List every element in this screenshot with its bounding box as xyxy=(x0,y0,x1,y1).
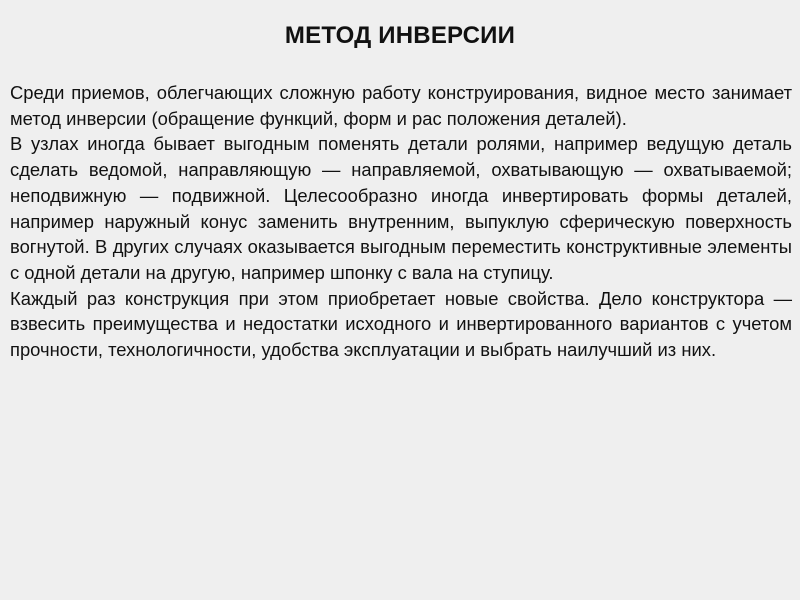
slide-title: МЕТОД ИНВЕРСИИ xyxy=(284,22,516,49)
slide-body xyxy=(10,80,792,363)
paragraph-examples: В узлах иногда бывает выгодным поменять детали ролями, например ведущую деталь сделать ведомой, направляющую — направляемой, охватывающую — охватываемой; неподвижную — подвижной. Целесообразно иногда инвертировать формы деталей, например наружный конус заменить внутренним, выпуклую сферическую поверхность вогнутой. В других случаях оказывается выгодным переместить конструктивные элементы с одной детали на другую, например шпонку с вала на ступицу. xyxy=(10,133,792,283)
paragraph-conclusion: Каждый раз конструкция при этом приобретает новые свойства. Дело конструктора — взвесить преимущества и недостатки исходного и инвертированного вариантов с учетом прочности, технологичности, удобства эксплуатации и выбрать наилучший из них. xyxy=(10,287,792,361)
paragraph-intro: Среди приемов, облегчающих сложную работу конструирования, видное место занимает метод инверсии (обращение функций, форм и рас положения деталей). xyxy=(10,82,792,129)
